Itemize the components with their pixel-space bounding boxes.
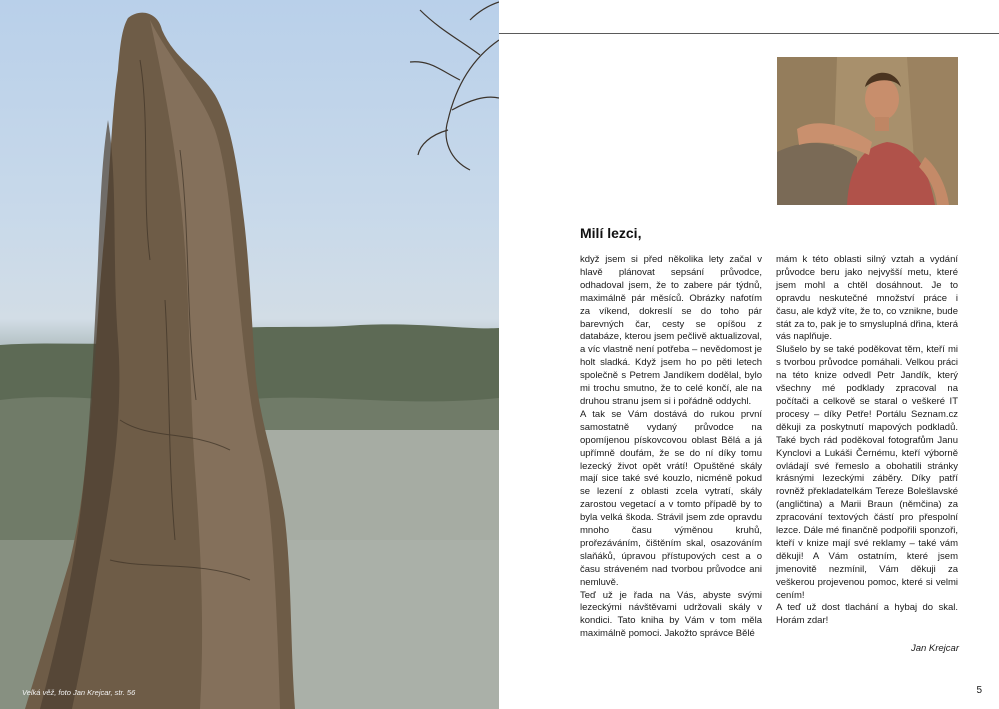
letter-column-left xyxy=(580,254,762,641)
tower-photo xyxy=(0,0,499,709)
paragraph: mám k této oblasti silný vztah a vydání průvodce beru jako nejvyšší metu, které jsem mohl a chtěl dosáhnout. Je to opravdu neskutečné množství práce i času, ale když víte, že to, co vznikne, bude stát za to, pak je to smysluplná dřina, která vás naplňuje. xyxy=(776,254,958,343)
paragraph: A teď už dost tlachání a hybaj do skal. Horám zdar! xyxy=(776,602,958,627)
author-portrait xyxy=(777,57,958,205)
paragraph: Teď už je řada na Vás, abyste svými lezeckými návštěvami udržovali skály v kondici. Tato kniha by Vám v tom měla maximálně pomoci. Jakožto správce Bělé xyxy=(580,589,762,640)
paragraph: A tak se Vám dostává do rukou první samostatně vydaný průvodce na opomíjenou pískovcovou oblast Bělá a já upřímně doufám, že se do ní díky tomu lezecký život opět vrátí! Opuštěné skály mají sice také své kouzlo, nicméně pokud se lezení z oblasti zcela vytratí, skály zarostou vegetací a v tomto případě by to byla velká škoda. Strávil jsem zde opravdu mnoho času výměnou kruhů, prořezáváním, čištěním skal, osazováním slaňáků, úpravou přístupových cest a o času stráveném nad tvorbou průvodce ani nemluvě. xyxy=(580,408,762,588)
author-portrait-illustration xyxy=(777,57,958,205)
tree-branch xyxy=(410,2,499,170)
page-number: 5 xyxy=(976,685,982,696)
paragraph: Slušelo by se také poděkovat těm, kteří mi s tvorbou průvodce pomáhali. Velkou práci na této knize odvedl Petr Jandík, který všechny mé podklady zpracoval na počítači a celkově se staral o veškeré IT procesy – díky Petře! Portálu Seznam.cz děkuji za poskytnutí mapových podkladů. Také bych rád poděkoval fotografům Janu Kynclovi a Lukáši Černému, kteří výborně ovládají své řemeslo a obohatili stránky krásnými lezeckými záběry. Díky patří rovněž překladatelkám Tereze Bolešlavské (angličtina) a Marii Braun (němčina) za zpracování textových částí pro přespolní lezce. Dále mé finančně podpořili sponzoři, kteří v knize mají své reklamy – také vám děkuji! A Vám ostatním, které jsem jmenovitě nezmínil, Vám děkuji za veškerou projevenou pomoc, které si velmi cením! xyxy=(776,344,958,601)
photo-caption: Velká věž, foto Jan Krejcar, str. 56 xyxy=(22,688,136,697)
author-signature: Jan Krejcar xyxy=(910,643,959,654)
paragraph: když jsem si před několika lety začal v hlavě plánovat sepsání průvodce, odhadoval jsem, že to zabere pár týdnů, maximálně pár měsíců. Obrázky nafotím za víkend, dokreslí se do toho pár barevných čar, cesty se opíšou z databáze, kterou jsem pečlivě aktualizoval, a víc vlastně není potřeba – nevědomost je holt sladká. Když jsem ho po pěti letech společně s Petrem Jandíkem dodělal, bylo mi trochu smutno, že to celé končí, ale na druhou stranu jsem si i pořádně oddychl. xyxy=(580,254,762,407)
header-rule xyxy=(499,33,999,34)
letter-column-right xyxy=(776,254,958,628)
rock-tower-illustration xyxy=(0,0,499,709)
letter-page xyxy=(499,0,999,709)
letter-heading: Milí lezci, xyxy=(580,225,642,241)
